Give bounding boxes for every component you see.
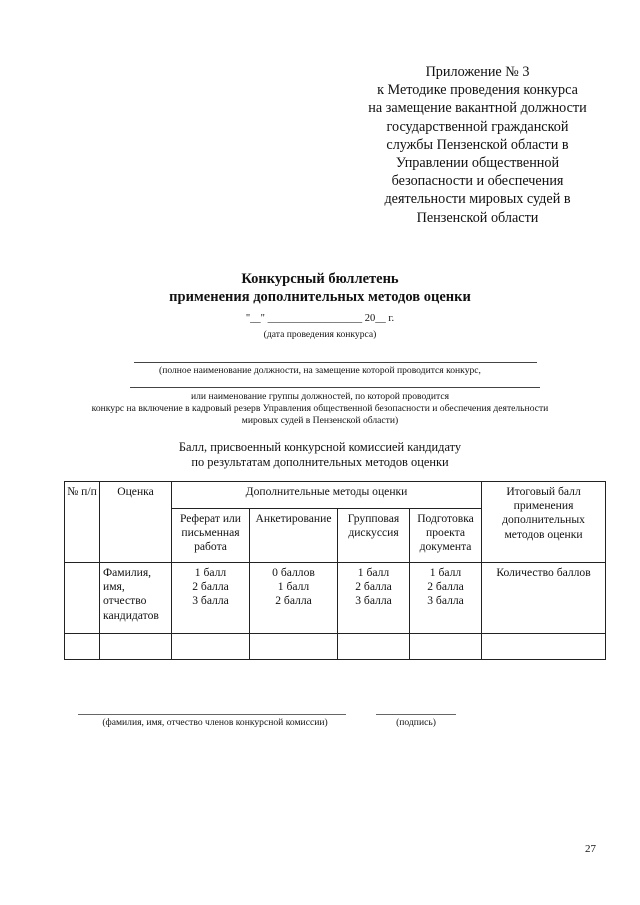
appendix-line: на замещение вакантной должности <box>368 100 587 117</box>
empty-cell <box>65 634 100 660</box>
sign-caption: (подпись) <box>396 717 436 728</box>
score-option: 3 балла <box>355 594 392 608</box>
ball-heading-line-1: Балл, присвоенный конкурсной комиссией кандидату <box>178 440 462 454</box>
document-title <box>0 270 640 306</box>
score-option: 2 балла <box>427 580 464 594</box>
position-rule-1 <box>134 362 537 363</box>
evaluation-table <box>64 481 606 660</box>
header-number: № п/п <box>65 482 100 563</box>
title-line-1: Конкурсный бюллетень <box>241 271 399 287</box>
appendix-line: к Методике проведения конкурса <box>377 82 578 99</box>
method-group-discussion: Групповая дискуссия <box>338 509 410 563</box>
empty-cell <box>410 634 482 660</box>
position-caption-line: или наименование группы должностей, по которой проводится <box>191 391 449 402</box>
date-caption: (дата проведения конкурса) <box>263 329 377 340</box>
candidates-label <box>100 563 172 634</box>
score-option: 3 балла <box>427 594 464 608</box>
position-caption-line: конкурс на включение в кадровый резерв Управления общественной безопасности и обеспечения деятельности <box>91 403 549 414</box>
score-cell-group-discussion <box>338 563 410 634</box>
position-caption-2 <box>0 391 640 427</box>
candidates-label-text: Фамилия, имя, отчество кандидатов <box>103 566 159 622</box>
appendix-line: службы Пензенской области в <box>386 136 569 153</box>
score-option: 1 балл <box>357 566 390 579</box>
score-option: 1 балл <box>429 566 462 579</box>
empty-cell <box>482 634 606 660</box>
score-cell-essay <box>172 563 250 634</box>
score-option: 1 балл <box>277 580 310 594</box>
appendix-line: Приложение № 3 <box>425 64 530 80</box>
method-questionnaire: Анкетирование <box>250 509 338 563</box>
score-option: 2 балла <box>355 580 392 594</box>
position-caption-line: мировых судей в Пензенской области) <box>241 415 399 426</box>
header-evaluation: Оценка <box>100 482 172 563</box>
score-option: 0 баллов <box>272 566 315 579</box>
empty-cell <box>172 634 250 660</box>
total-score-cell: Количество баллов <box>482 563 606 634</box>
score-cell-document-draft <box>410 563 482 634</box>
score-cell-questionnaire <box>250 563 338 634</box>
appendix-line: государственной гражданской <box>386 118 569 135</box>
names-signature-line <box>78 714 346 715</box>
date-field: "__" __________________ 20__ г. <box>245 313 395 324</box>
score-option: 3 балла <box>192 594 229 608</box>
method-essay: Реферат или письменная работа <box>172 509 250 563</box>
empty-cell <box>250 634 338 660</box>
appendix-line: Пензенской области <box>416 209 539 226</box>
header-additional-methods: Дополнительные методы оценки <box>172 482 482 509</box>
ball-heading-line-2: по результатам дополнительных методов оценки <box>191 455 449 469</box>
header-total-score: Итоговый балл применения дополнительных методов оценки <box>482 482 606 563</box>
empty-cell <box>100 634 172 660</box>
score-option: 2 балла <box>275 594 312 608</box>
names-caption: (фамилия, имя, отчество членов конкурсной комиссии) <box>102 717 328 728</box>
appendix-line: безопасности и обеспечения <box>391 173 564 190</box>
title-line-2: применения дополнительных методов оценки <box>169 289 471 305</box>
appendix-line: деятельности мировых судей в <box>384 191 571 208</box>
row-number-cell <box>65 563 100 634</box>
score-option: 2 балла <box>192 580 229 594</box>
appendix-header <box>350 63 605 227</box>
sign-signature-line <box>376 714 456 715</box>
position-rule-2 <box>130 387 540 388</box>
score-option: 1 балл <box>194 566 227 579</box>
appendix-line: Управлении общественной <box>395 155 560 172</box>
page-number: 27 <box>585 843 596 855</box>
ball-heading <box>0 440 640 470</box>
method-document-draft: Подготовка проекта документа <box>410 509 482 563</box>
empty-cell <box>338 634 410 660</box>
position-caption-1: (полное наименование должности, на замещение которой проводится конкурс, <box>159 365 481 376</box>
